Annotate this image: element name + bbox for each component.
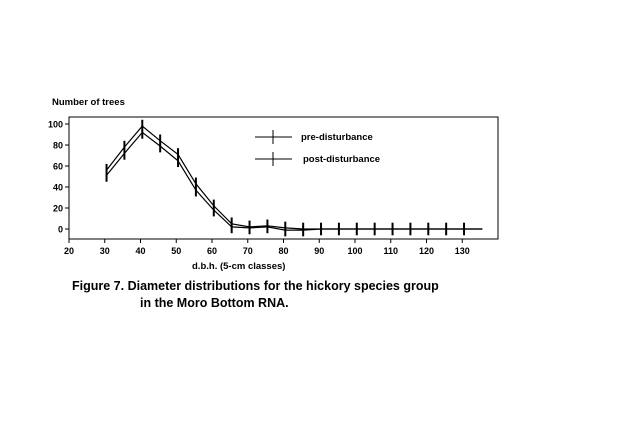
y-tick-label: 80 [52,140,63,151]
data-point [481,228,482,229]
y-axis-label: Number of trees [52,97,125,108]
x-tick-label: 100 [347,246,363,256]
y-tick-label: 20 [52,203,63,214]
plot-frame [69,117,498,239]
x-tick-label: 110 [383,246,399,256]
x-tick-label: 70 [242,246,253,256]
x-axis [64,239,470,256]
y-tick-label: 40 [52,182,63,193]
series-line-post [107,132,482,230]
y-tick-label: 60 [52,161,63,172]
series-line-pre [107,126,482,229]
figure-caption [72,278,439,312]
caption-line-1: Figure 7. Diameter distributions for the hickory species group [72,279,439,293]
legend-label-pre: pre-disturbance [301,132,373,143]
caption-line-2: in the Moro Bottom RNA. [140,296,289,310]
legend [255,130,380,166]
x-tick-label: 20 [63,246,75,256]
y-tick-label: 100 [47,119,63,130]
x-tick-label: 120 [418,246,435,256]
legend-label-post: post-disturbance [303,154,381,165]
series-layer [106,126,483,231]
x-tick-label: 30 [99,246,110,256]
y-axis [48,120,69,235]
x-axis-label: d.b.h. (5-cm classes) [192,261,286,272]
x-tick-label: 60 [206,246,218,256]
x-tick-label: 130 [454,246,470,256]
x-tick-label: 90 [314,246,325,256]
y-tick-label: 0 [57,224,63,235]
x-tick-label: 40 [135,246,146,256]
x-tick-label: 80 [278,246,289,256]
x-tick-label: 50 [171,246,182,256]
